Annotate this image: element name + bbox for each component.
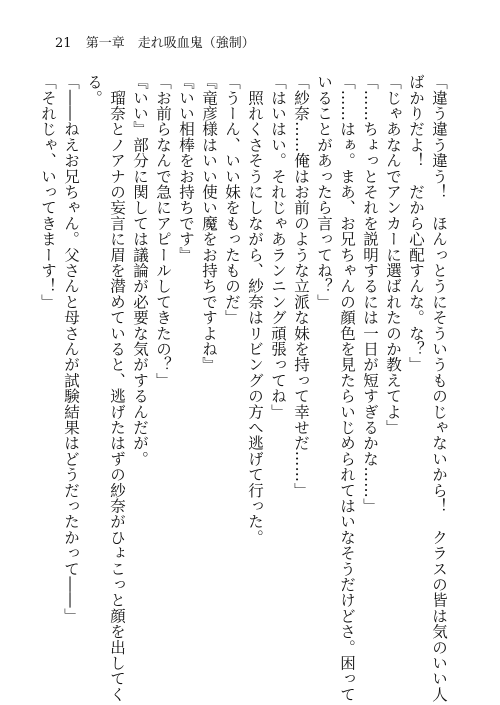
text-column: 「――ねえお兄ちゃん。父さんと母さんが試験結果はどうだったかって――」 — [62, 74, 80, 624]
text-column: 「うーん、いい妹をもったものだ」 — [223, 74, 241, 326]
text-column: いることがあったら言ってね？」 — [315, 74, 333, 310]
running-title: 第一章 走れ吸血鬼（強制） — [85, 36, 255, 51]
vertical-body-text — [39, 74, 450, 702]
text-column: 照れくさそうにしながら、紗奈はリビングの方へ逃げて行った。 — [246, 74, 264, 545]
text-column: 『いい』部分に関しては議論が必要な気がするんだが。 — [131, 74, 149, 467]
text-column: 「……はぁ。まあ、お兄ちゃんの顔色を見たらいじめられてはいなそうだけどさ。困って — [338, 74, 356, 702]
text-column: 「……ちょっとそれを説明するには一日が短すぎるかな……」 — [361, 74, 379, 514]
text-column: 「それじゃ、いってきまーす！」 — [39, 74, 57, 310]
text-column: 瑠奈とノアナの妄言に眉を潜めていると、逃げたはずの紗奈がひょこっと顔を出してく — [108, 74, 126, 702]
page-number: 21 — [55, 36, 72, 51]
running-header — [55, 36, 255, 52]
text-column: 「お前らなんで急にアピールしてきたの？」 — [154, 74, 172, 388]
text-column: 「はいはい。それじゃあランニング頑張ってね」 — [269, 74, 287, 420]
text-column: ばかりだよ！ だから心配すんな。な？」 — [407, 74, 425, 373]
text-column: 『竜彦様はいい使い魔をお持ちですよね』 — [200, 74, 218, 373]
text-column: 「じゃあなんでアンカーに選ばれたのか教えてよ」 — [384, 74, 402, 436]
text-column: 「違う違う違う！ ほんっとうにそういうものじゃないから！ クラスの皆は気のいい人 — [430, 74, 448, 702]
text-column: る。 — [85, 74, 103, 106]
text-column: 『いい相棒をお持ちです』 — [177, 74, 195, 263]
text-column: 「紗奈……俺はお前のような立派な妹を持って幸せだ……」 — [292, 74, 310, 498]
